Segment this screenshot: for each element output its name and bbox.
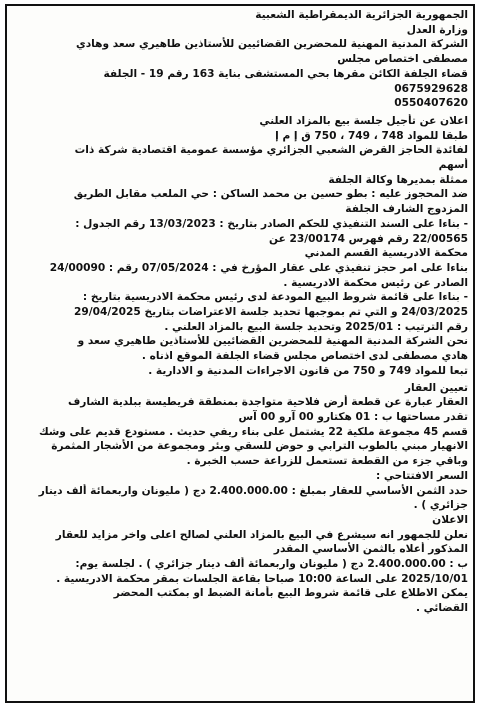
property-line-2: تقدر مساحتها ب : 01 هكتارو 00 آرو 00 آس bbox=[238, 410, 468, 423]
announcement-line-6: القضائي . bbox=[415, 602, 468, 615]
phone-2: 0550407620 bbox=[394, 97, 468, 110]
company-line-2: مصطفى اختصاص مجلس bbox=[337, 53, 468, 66]
price-heading: السعر الافتتاحي : bbox=[375, 469, 468, 482]
property-line-1: العقار عبارة عن قطعة أرض فلاحية متواجدة بمنطقة فريطيسة ببلدية الشارف bbox=[67, 396, 468, 409]
basis-line-6: - بناءا على قائمة شروط البيع المودعة لدى رئيس محكمة الادريسية بتاريخ : bbox=[82, 291, 468, 304]
debtor-line-1: ضد المحجوز عليه : بطو حسين بن محمد الساكن : حي الملعب مقابل الطريق bbox=[73, 188, 468, 201]
price-line-1: حدد الثمن الأساسي للعقار بمبلغ : 2.400.000.00 دج ( مليونان واربعمائة ألف دينار bbox=[38, 484, 468, 497]
notice-title bbox=[12, 114, 468, 143]
basis-line-4: بناءا على امر حجز تنفيذي على عقار المؤرخ في : 07/05/2024 رقم : 24/00090 bbox=[49, 261, 468, 274]
creditor-line-2: أسهم bbox=[438, 159, 468, 172]
announcement-line-1: نعلن للجمهور انه سيشرع في البيع بالمزاد العلني لصالح اعلى واخر مزايد للعقار bbox=[55, 528, 468, 541]
basis-line-10: هادي مصطفى لدى اختصاص مجلس قضاء الجلفة الموقع اذناه . bbox=[141, 350, 468, 363]
legal-notice bbox=[12, 8, 468, 616]
basis-line-1: - بناءا على السند التنفيذي للحكم الصادر بتاريخ : 13/03/2023 رقم الجدول : bbox=[75, 217, 468, 230]
basis-line-3: محكمة الادريسية القسم المدني bbox=[304, 247, 468, 260]
announcement-line-5: يمكن الاطلاع على قائمة شروط البيع بأمانة الضبط او بمكتب المحضر bbox=[113, 587, 468, 600]
notice-header bbox=[12, 8, 468, 111]
announcement-heading: الاعلان bbox=[432, 513, 468, 526]
basis-line-9: نحن الشركة المدنية المهنية للمحضرين القضائيين للأستاذين طاهيري سعد و bbox=[77, 335, 468, 348]
announcement-line-2: المذكور أعلاه بالثمن الأساسي المقدر bbox=[273, 543, 468, 556]
debtor-line-2: المزدوج الشارف الجلفة bbox=[345, 203, 468, 216]
basis-line-2: 22/00565 رقم فهرس 23/00174 عن bbox=[269, 232, 468, 245]
company-line-1: الشركة المدنية المهنية للمحضرين القضائيين للأستاذين طاهيري سعد وهادي bbox=[76, 38, 468, 51]
phone-1: 0675929628 bbox=[394, 82, 468, 95]
announcement-line-3: ب : 2.400.000.00 دج ( مليونان واربعمائة ألف دينار جزائري ) . لجلسة يوم: bbox=[75, 558, 468, 571]
property-line-5: وباقي جزء من القطعة تستعمل للزراعة حسب الخبرة . bbox=[186, 455, 468, 468]
basis-line-8: رقم الترتيب : 2025/01 وتحديد جلسة البيع بالمزاد العلني . bbox=[164, 320, 468, 333]
republic-line: الجمهورية الجزائرية الديمقراطية الشعبية bbox=[255, 9, 468, 21]
parties-section bbox=[12, 143, 468, 217]
basis-line-7: 24/03/2025 و التي تم بموجبها تحديد جلسة الاعتراضات بتاريخ 29/04/2025 bbox=[74, 306, 468, 319]
title-line-2: طبقا للمواد 748 ، 749 ، 750 ق إ م إ bbox=[275, 129, 468, 142]
price-section bbox=[12, 469, 468, 513]
creditor-line-3: ممثلة بمديرها وكالة الجلفة bbox=[328, 173, 468, 186]
announcement-line-4: 2025/10/01 على الساعة 10:00 صباحا بقاعة الجلسات بمقر محكمة الادريسية . bbox=[56, 572, 468, 585]
creditor-line-1: لفائدة الحاجز القرض الشعبي الجزائري مؤسسة عمومية اقتصادية شركة ذات bbox=[74, 144, 468, 157]
address-line: قضاء الجلفة الكائن مقرها بحي المستشفى بناية 163 رقم 19 - الجلفة bbox=[103, 67, 468, 80]
price-line-2: جزائري ) . bbox=[413, 499, 468, 512]
title-line-1: اعلان عن تأجيل جلسة بيع بالمزاد العلني bbox=[259, 114, 468, 127]
property-heading: تعيين العقار bbox=[404, 381, 468, 394]
basis-line-5: الصادر عن رئيس محكمة الادريسية . bbox=[283, 276, 468, 289]
property-line-4: الانهيار مبني بالطوب الترابي و حوض للسقي وبئر ومجموعة من الأشجار المثمرة bbox=[51, 440, 468, 453]
basis-section bbox=[12, 217, 468, 379]
basis-line-11: تبعا للمواد 749 و 750 من قانون الاجراءات المدنية و الادارية . bbox=[148, 364, 468, 377]
property-section bbox=[12, 381, 468, 469]
ministry-line: وزارة العدل bbox=[406, 23, 468, 36]
announcement-section bbox=[12, 513, 468, 616]
property-line-3: قسم 45 مجموعة ملكية 22 يشتمل على بناء ريفي حديث . مستودع قديم على وشك bbox=[38, 425, 468, 438]
